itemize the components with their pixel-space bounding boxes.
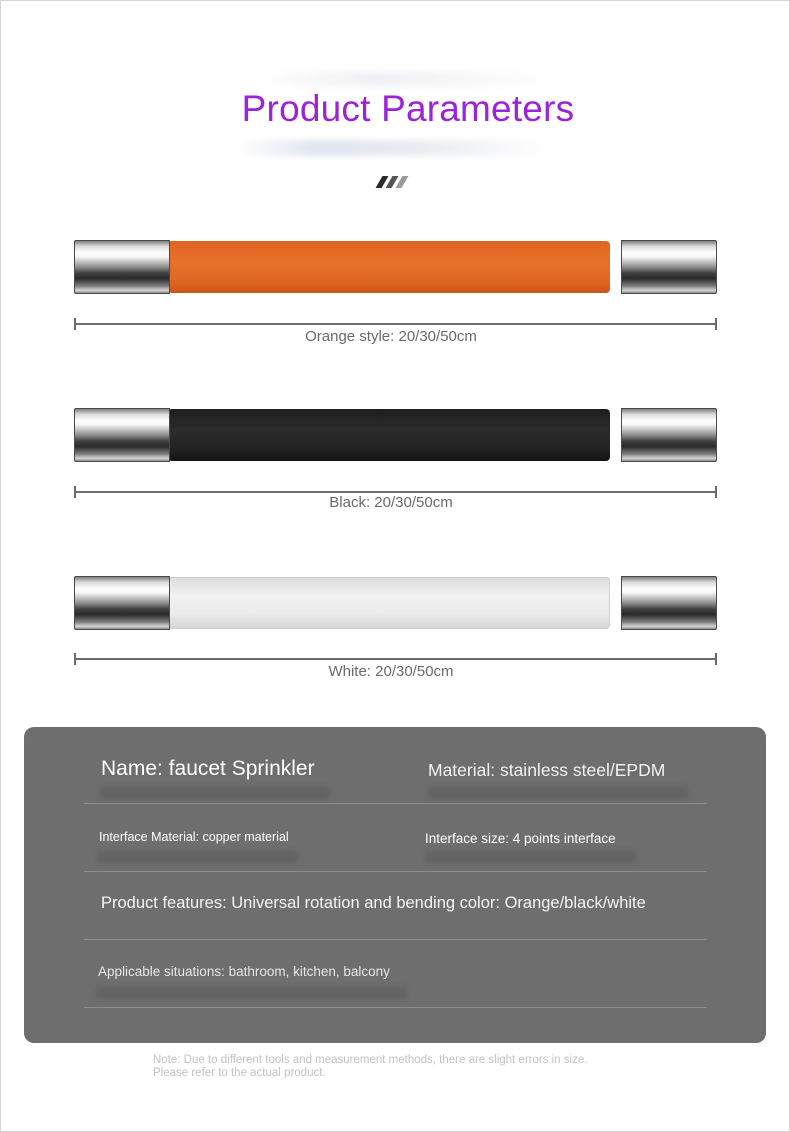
- spec-divider: [84, 1007, 707, 1008]
- white-hose-image: [74, 576, 717, 630]
- hose-connector-right: [621, 576, 717, 630]
- spec-interface-material: Interface Material: copper material: [99, 830, 289, 844]
- hose-tube-white: [168, 577, 610, 629]
- spec-material: Material: stainless steel/EPDM: [428, 760, 666, 780]
- note-line-2: Please refer to the actual product.: [153, 1067, 326, 1079]
- hose-tube-black: [168, 409, 610, 461]
- hose-connector-left: [74, 576, 170, 630]
- spec-divider: [84, 871, 707, 872]
- spec-features: Product features: Universal rotation and bending color: Orange/black/white: [101, 894, 646, 912]
- white-variant-label: White: 20/30/50cm: [328, 663, 454, 680]
- spec-interface-size: Interface size: 4 points interface: [425, 831, 616, 846]
- black-hose-image: [74, 408, 717, 462]
- orange-hose-image: [74, 240, 717, 294]
- spec-situations: Applicable situations: bathroom, kitchen, balcony: [98, 964, 390, 979]
- spec-divider: [84, 803, 707, 804]
- page-title: Product Parameters: [241, 88, 575, 129]
- title-underline-smudge: [236, 140, 552, 156]
- spec-name: Name: faucet Sprinkler: [101, 757, 315, 780]
- hose-connector-right: [621, 240, 717, 294]
- black-variant-label: Black: 20/30/50cm: [329, 494, 453, 511]
- note-line-1: Note: Due to different tools and measurement methods, there are slight errors in size.: [153, 1054, 588, 1066]
- spec-divider: [84, 939, 707, 940]
- hose-connector-left: [74, 240, 170, 294]
- size-disclaimer-note: [153, 1054, 673, 1080]
- spec-panel: [24, 727, 766, 1043]
- decorative-stripes-icon: [377, 176, 417, 188]
- title-background-smudge: [255, 72, 555, 86]
- hose-connector-right: [621, 408, 717, 462]
- hose-connector-left: [74, 408, 170, 462]
- orange-variant-label: Orange style: 20/30/50cm: [305, 328, 477, 345]
- hose-tube-orange: [168, 241, 610, 293]
